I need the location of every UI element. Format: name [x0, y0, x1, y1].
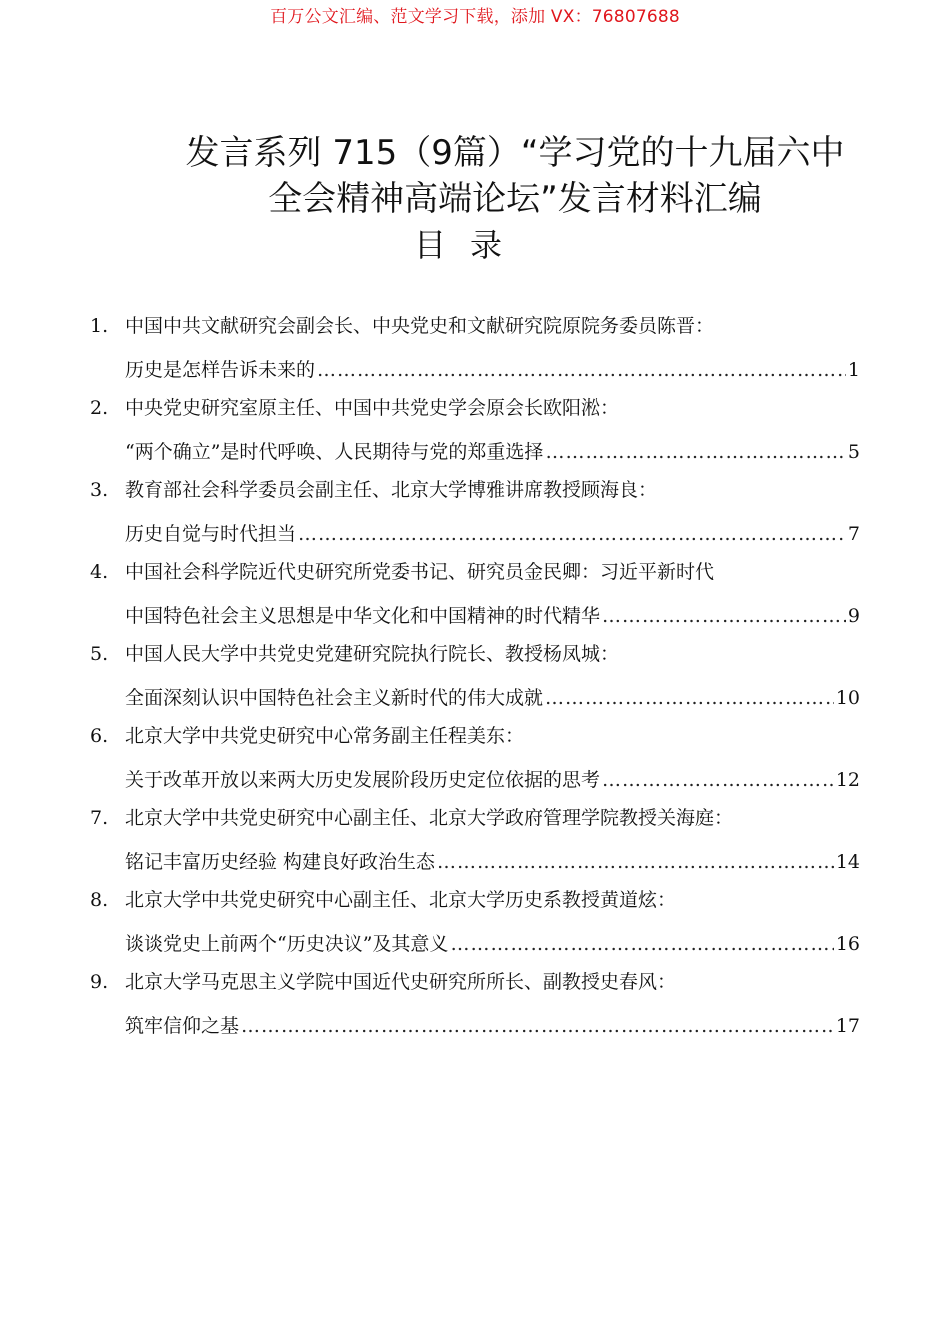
toc-entry-number: 6.: [90, 725, 109, 747]
toc-entry-speaker-line: [90, 554, 714, 590]
toc-entry-title-line: [125, 516, 860, 552]
toc-entry-title: 关于改革开放以来两大历史发展阶段历史定位依据的思考: [125, 769, 601, 791]
table-of-contents: [90, 308, 860, 1046]
toc-entry-title-line: [125, 680, 860, 716]
toc-entry-title: “两个确立”是时代呼唤、人民期待与党的郑重选择: [125, 441, 544, 463]
toc-entry-speaker: 中国社会科学院近代史研究所党委书记、研究员金民卿：习近平新时代: [125, 561, 715, 583]
toc-entry-4[interactable]: [90, 554, 860, 636]
toc-entry-title: 历史自觉与时代担当: [125, 523, 297, 545]
toc-entry-speaker: 中国人民大学中共党史党建研究院执行院长、教授杨凤城：: [125, 643, 620, 665]
dot-leader: [450, 926, 833, 962]
toc-entry-page: 10: [835, 687, 860, 709]
toc-entry-page: 1: [847, 359, 860, 381]
toc-entry-2[interactable]: [90, 390, 860, 472]
toc-entry-number: 5.: [90, 643, 109, 665]
dot-leader: [437, 844, 834, 880]
toc-entry-title-line: [125, 1008, 860, 1044]
toc-entry-number: 7.: [90, 807, 109, 829]
toc-entry-number: 1.: [90, 315, 109, 337]
toc-entry-title-line: [125, 352, 860, 388]
toc-entry-speaker-line: [90, 472, 657, 508]
toc-entry-1[interactable]: [90, 308, 860, 390]
dot-leader: [241, 1008, 834, 1044]
toc-entry-speaker: 北京大学中共党史研究中心常务副主任程美东：: [125, 725, 525, 747]
toc-entry-3[interactable]: [90, 472, 860, 554]
toc-entry-5[interactable]: [90, 636, 860, 718]
toc-entry-speaker: 教育部社会科学委员会副主任、北京大学博雅讲席教授顾海良：: [125, 479, 658, 501]
toc-entry-title: 全面深刻认识中国特色社会主义新时代的伟大成就: [125, 687, 544, 709]
toc-entry-speaker-line: [90, 636, 619, 672]
toc-entry-title-line: [125, 926, 860, 962]
toc-entry-page: 17: [835, 1015, 860, 1037]
toc-entry-number: 3.: [90, 479, 109, 501]
title-line-2: 全会精神高端论坛”发言材料汇编: [268, 179, 762, 219]
dot-leader: [545, 680, 834, 716]
toc-entry-speaker-line: [90, 390, 619, 426]
toc-entry-title-line: [125, 762, 860, 798]
toc-entry-title-line: [125, 598, 860, 634]
toc-heading: 目录: [413, 226, 526, 264]
toc-entry-speaker: 北京大学中共党史研究中心副主任、北京大学政府管理学院教授关海庭：: [125, 807, 734, 829]
toc-entry-page: 16: [835, 933, 860, 955]
toc-entry-title: 铭记丰富历史经验 构建良好政治生态: [125, 851, 436, 873]
document-title: [120, 130, 910, 222]
toc-entry-speaker-line: [90, 800, 733, 836]
dot-leader: [298, 516, 846, 552]
dot-leader: [317, 352, 846, 388]
toc-entry-speaker: 北京大学中共党史研究中心副主任、北京大学历史系教授黄道炫：: [125, 889, 677, 911]
toc-entry-7[interactable]: [90, 800, 860, 882]
toc-entry-page: 12: [835, 769, 860, 791]
toc-entry-6[interactable]: [90, 718, 860, 800]
toc-entry-number: 2.: [90, 397, 109, 419]
toc-entry-page: 5: [847, 441, 860, 463]
toc-entry-page: 14: [835, 851, 860, 873]
toc-entry-speaker-line: [90, 308, 714, 344]
toc-entry-title-line: [125, 434, 860, 470]
toc-entry-title: 中国特色社会主义思想是中华文化和中国精神的时代精华: [125, 605, 601, 627]
dot-leader: [545, 434, 845, 470]
toc-entry-speaker: 北京大学马克思主义学院中国近代史研究所所长、副教授史春风：: [125, 971, 677, 993]
title-line-1: 发言系列 715（9篇）“学习党的十九届六中: [185, 133, 845, 173]
toc-entry-9[interactable]: [90, 964, 860, 1046]
toc-entry-title: 筑牢信仰之基: [125, 1015, 240, 1037]
toc-entry-number: 8.: [90, 889, 109, 911]
toc-entry-page: 7: [847, 523, 860, 545]
toc-entry-speaker-line: [90, 718, 524, 754]
dot-leader: [602, 598, 846, 634]
toc-entry-title: 历史是怎样告诉未来的: [125, 359, 316, 381]
toc-entry-speaker: 中国中共文献研究会副会长、中央党史和文献研究院原院务委员陈晋：: [125, 315, 715, 337]
dot-leader: [602, 762, 834, 798]
toc-entry-number: 4.: [90, 561, 109, 583]
header-banner: 百万公文汇编、范文学习下载，添加 VX：76807688: [270, 7, 680, 27]
toc-entry-title: 谈谈党史上前两个“历史决议”及其意义: [125, 933, 449, 955]
toc-entry-8[interactable]: [90, 882, 860, 964]
toc-entry-speaker-line: [90, 964, 676, 1000]
toc-entry-speaker: 中央党史研究室原主任、中国中共党史学会原会长欧阳淞：: [125, 397, 620, 419]
toc-entry-speaker-line: [90, 882, 676, 918]
toc-entry-title-line: [125, 844, 860, 880]
toc-entry-number: 9.: [90, 971, 109, 993]
toc-entry-page: 9: [847, 605, 860, 627]
